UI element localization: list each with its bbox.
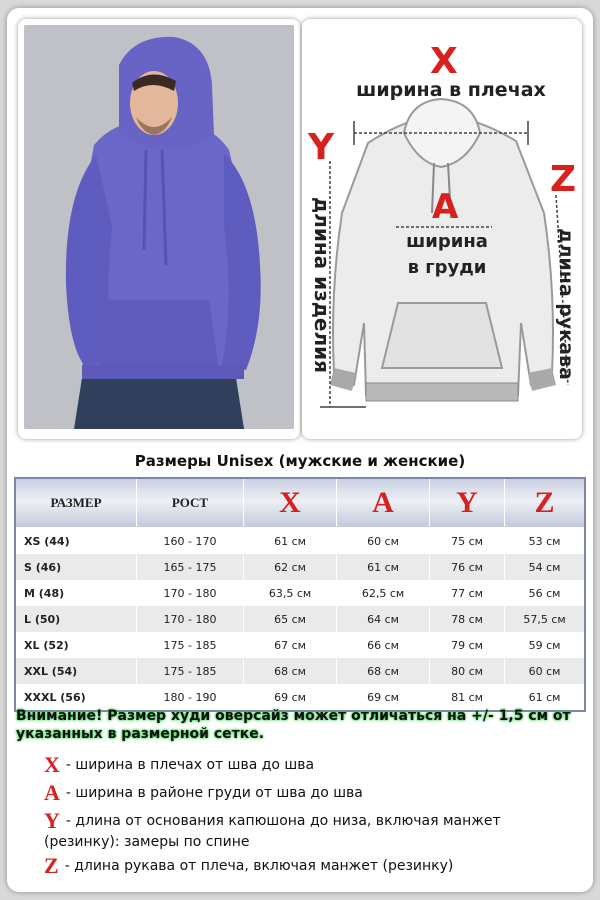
- cell-x: 61 см: [244, 528, 337, 555]
- size-table-title: Размеры Unisex (мужские и женские): [134, 452, 466, 470]
- cell-size: XS (44): [15, 528, 137, 555]
- a-dimension-letter: A: [432, 187, 459, 227]
- cell-a: 68 см: [337, 658, 430, 684]
- model-in-hoodie-image: [24, 25, 294, 429]
- cell-y: 76 см: [430, 554, 505, 580]
- header-y: Y: [430, 478, 505, 528]
- table-row: [15, 606, 585, 632]
- legend-item-z: [44, 855, 564, 877]
- table-row: [15, 528, 585, 555]
- cell-y: 75 см: [430, 528, 505, 555]
- cell-z: 60 см: [505, 658, 586, 684]
- cell-a: 62,5 см: [337, 580, 430, 606]
- z-dimension-letter: Z: [550, 159, 577, 200]
- table-row: [15, 658, 585, 684]
- legend-text-y: - длина от основания капюшона до низа, включая манжет (резинку): замеры по спине: [44, 813, 501, 850]
- cell-size: M (48): [15, 580, 137, 606]
- legend-letter-a: A: [44, 780, 60, 805]
- cell-height: 160 - 170: [137, 528, 244, 555]
- y-dimension-letter: Y: [308, 127, 335, 168]
- cell-size: XL (52): [15, 632, 137, 658]
- cell-size: XXL (54): [15, 658, 137, 684]
- cell-x: 68 см: [244, 658, 337, 684]
- cell-size: L (50): [15, 606, 137, 632]
- cell-height: 180 - 190: [137, 684, 244, 711]
- cell-a: 64 см: [337, 606, 430, 632]
- product-photo-frame: [18, 19, 300, 439]
- cell-x: 69 см: [244, 684, 337, 711]
- cell-z: 57,5 см: [505, 606, 586, 632]
- cell-height: 170 - 180: [137, 580, 244, 606]
- cell-y: 81 см: [430, 684, 505, 711]
- cell-size: XXXL (56): [15, 684, 137, 711]
- cell-a: 60 см: [337, 528, 430, 555]
- a-dimension-label-line2: в груди: [407, 257, 487, 278]
- header-x: X: [244, 478, 337, 528]
- cell-a: 66 см: [337, 632, 430, 658]
- legend-text-x: - ширина в плечах от шва до шва: [65, 757, 315, 773]
- x-dimension-letter: X: [430, 41, 458, 82]
- header-a: A: [337, 478, 430, 528]
- cell-x: 62 см: [244, 554, 337, 580]
- cell-y: 78 см: [430, 606, 505, 632]
- legend-text-a: - ширина в районе груди от шва до шва: [65, 785, 363, 801]
- y-dimension-label: длина изделия: [310, 197, 334, 373]
- cell-size: S (46): [15, 554, 137, 580]
- x-dimension-label: ширина в плечах: [356, 79, 546, 101]
- cell-z: 56 см: [505, 580, 586, 606]
- cell-z: 53 см: [505, 528, 586, 555]
- table-row: [15, 632, 585, 658]
- legend-letter-z: Z: [44, 853, 59, 878]
- header-z: Z: [505, 478, 586, 528]
- cell-height: 165 - 175: [137, 554, 244, 580]
- size-table: [14, 477, 586, 712]
- cell-y: 80 см: [430, 658, 505, 684]
- legend-text-z: - длина рукава от плеча, включая манжет (резинку): [64, 858, 454, 874]
- legend-letter-x: X: [44, 752, 60, 777]
- cell-z: 54 см: [505, 554, 586, 580]
- cell-y: 77 см: [430, 580, 505, 606]
- cell-x: 63,5 см: [244, 580, 337, 606]
- measurement-diagram: [306, 23, 578, 433]
- cell-z: 59 см: [505, 632, 586, 658]
- cell-height: 170 - 180: [137, 606, 244, 632]
- table-row: [15, 554, 585, 580]
- cell-a: 69 см: [337, 684, 430, 711]
- header-size: РАЗМЕР: [15, 478, 137, 528]
- cell-y: 79 см: [430, 632, 505, 658]
- a-dimension-label-line1: ширина: [406, 231, 488, 252]
- measurement-diagram-frame: [302, 19, 582, 439]
- legend-item-x: [44, 754, 564, 776]
- cell-z: 61 см: [505, 684, 586, 711]
- cell-x: 67 см: [244, 632, 337, 658]
- product-photo: [24, 25, 294, 429]
- cell-height: 175 - 185: [137, 658, 244, 684]
- header-height: РОСТ: [137, 478, 244, 528]
- size-warning-note: Внимание! Размер худи оверсайз может отличаться на +/- 1,5 см от указанных в размерной сетке.: [16, 708, 571, 742]
- table-row: [15, 580, 585, 606]
- cell-height: 175 - 185: [137, 632, 244, 658]
- legend-item-y: [44, 810, 564, 853]
- legend-letter-y: Y: [44, 808, 60, 833]
- cell-a: 61 см: [337, 554, 430, 580]
- cell-x: 65 см: [244, 606, 337, 632]
- z-dimension-label: длина рукава: [555, 228, 577, 380]
- size-table-header-row: [15, 478, 585, 528]
- legend-item-a: [44, 782, 564, 804]
